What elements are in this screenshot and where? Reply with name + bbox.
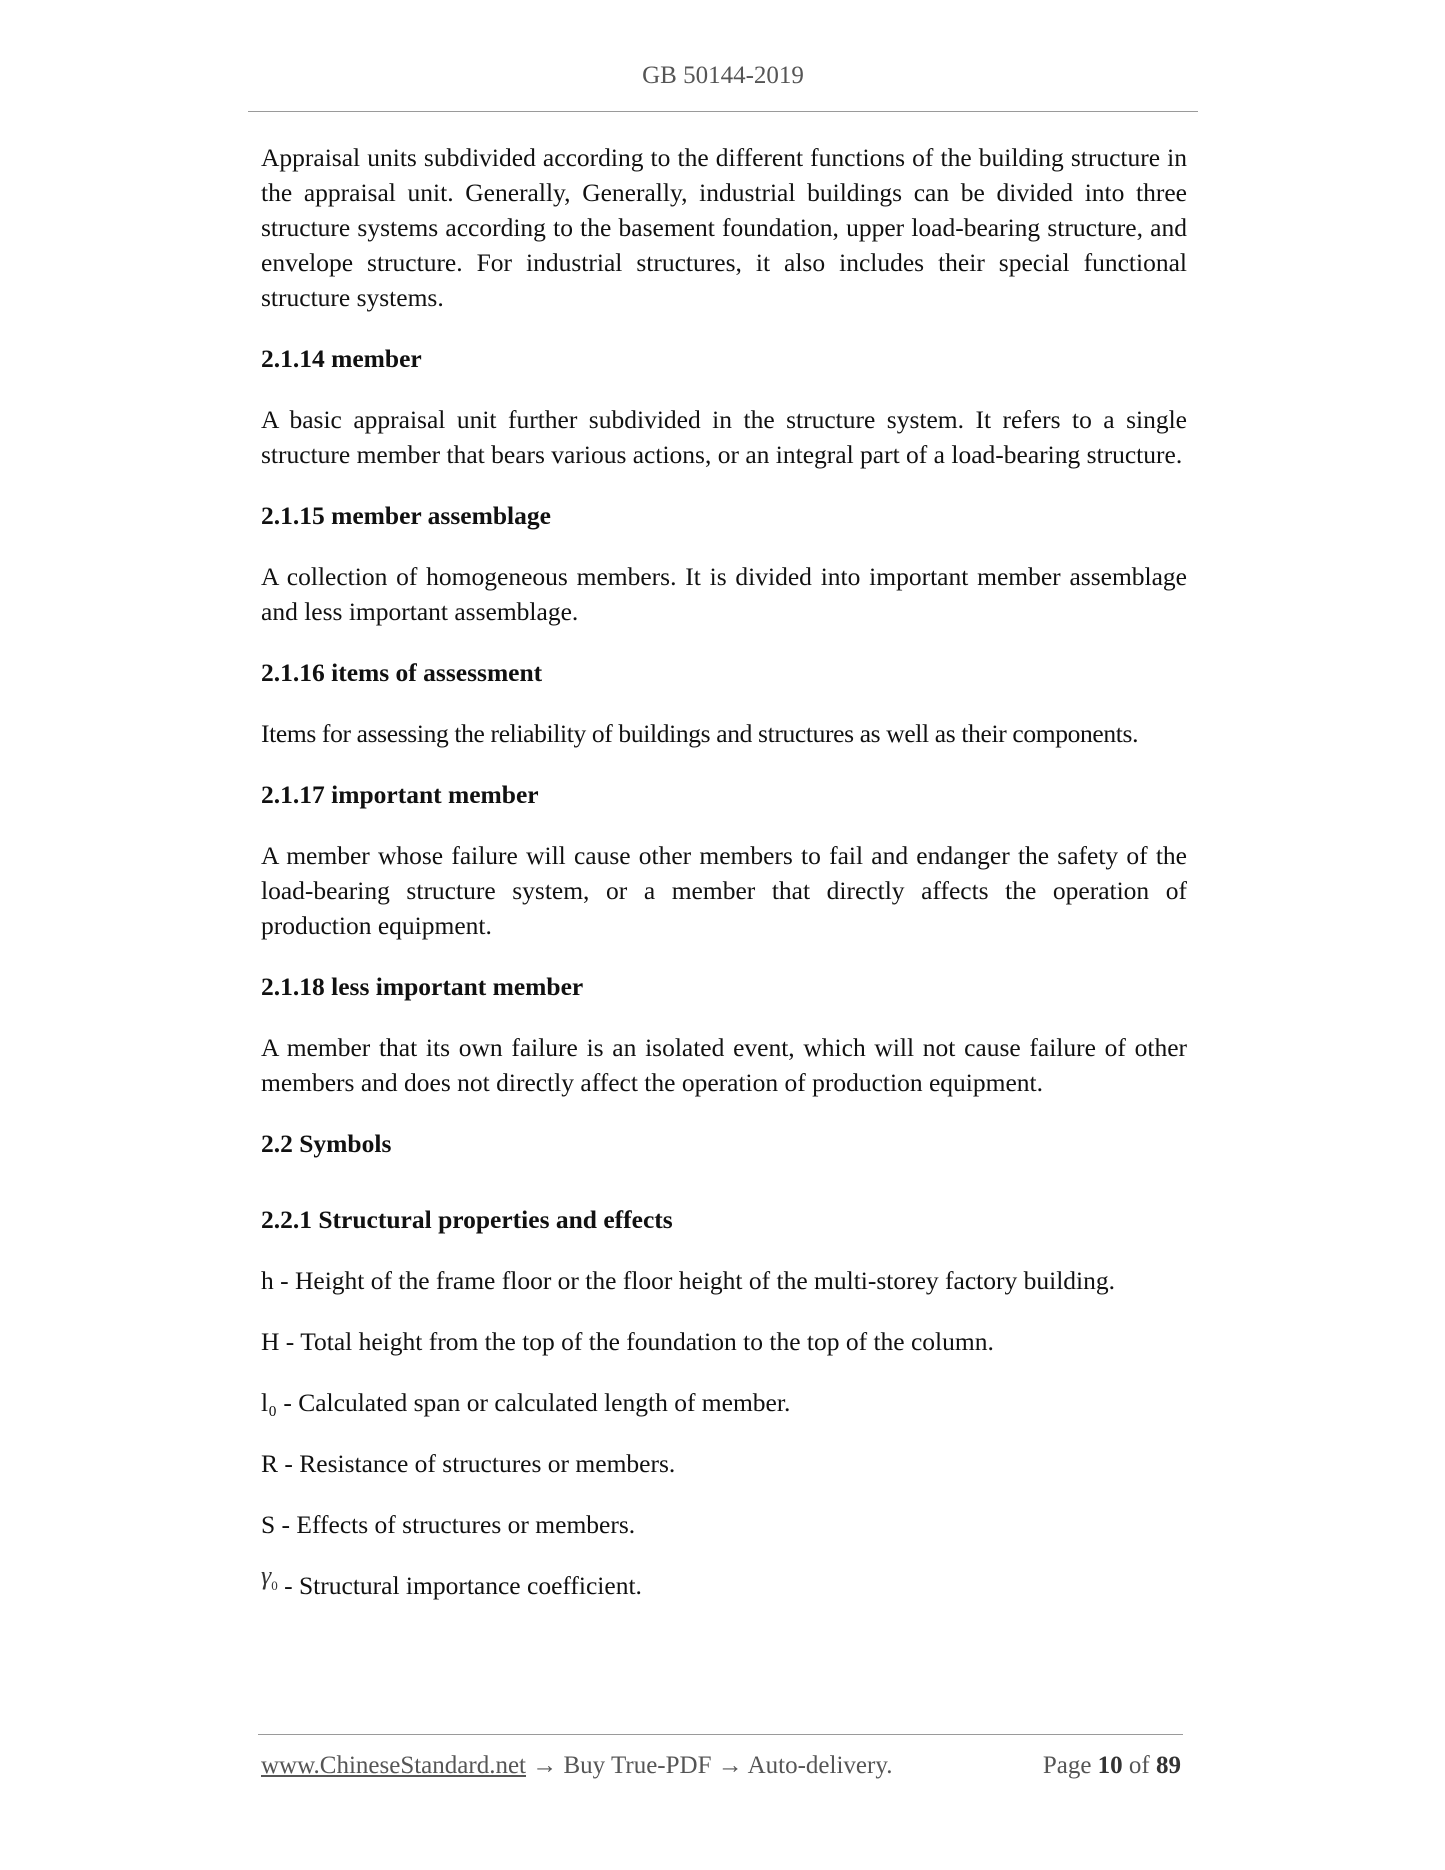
symbol-l0: l₀ - Calculated span or calculated length of member. (261, 1388, 791, 1417)
page-of-label: of (1128, 1752, 1150, 1779)
term-definition-2-1-15: A collection of homogeneous members. It is divided into important member assemblage and less important assemblage. (261, 562, 1187, 626)
website-link[interactable]: www.ChineseStandard.net (261, 1752, 526, 1779)
term-heading-2-1-16: 2.1.16 items of assessment (261, 658, 543, 687)
intro-paragraph: Appraisal units subdivided according to the different functions of the building structure in the appraisal unit. Generally, Generally, industrial buildings can be divided into three structure systems according to the basement foundation, upper load-bearing structure, and envelope structure. For industrial structures, it also includes their special functional structure systems. (261, 143, 1187, 312)
footer-divider (258, 1734, 1183, 1735)
page-number (1043, 1752, 1181, 1780)
section-heading-symbols: 2.2 Symbols (261, 1129, 392, 1158)
term-definition-2-1-16: Items for assessing the reliability of buildings and structures as well as their components. (261, 719, 1139, 748)
gamma-description: - Structural importance coefficient. (277, 1571, 642, 1600)
term-definition-2-1-14: A basic appraisal unit further subdivided in the structure system. It refers to a single structure member that bears various actions, or an integral part of a load-bearing structure. (261, 405, 1187, 469)
header-divider (248, 111, 1198, 112)
arrow-right-icon: → (526, 1752, 564, 1779)
symbol-R: R - Resistance of structures or members. (261, 1449, 676, 1478)
term-heading-2-1-18: 2.1.18 less important member (261, 972, 584, 1001)
page-total: 89 (1156, 1752, 1181, 1779)
page-current: 10 (1097, 1752, 1123, 1779)
symbol-H: H - Total height from the top of the foundation to the top of the column. (261, 1327, 994, 1356)
term-heading-2-1-17: 2.1.17 important member (261, 780, 539, 809)
term-heading-2-1-15: 2.1.15 member assemblage (261, 501, 551, 530)
symbol-gamma0 (261, 1561, 1187, 1613)
term-definition-2-1-17: A member whose failure will cause other members to fail and endanger the safety of the load-bearing structure system, or a member that directly affects the operation of production equipment. (261, 841, 1187, 940)
auto-delivery-text: Auto-delivery. (747, 1752, 893, 1779)
buy-pdf-text: Buy True-PDF (563, 1752, 712, 1779)
subsection-heading-structural-properties: 2.2.1 Structural properties and effects (261, 1205, 673, 1234)
page-header-title: GB 50144-2019 (642, 62, 804, 89)
term-heading-2-1-14: 2.1.14 member (261, 344, 422, 373)
symbol-h: h - Height of the frame floor or the floor height of the multi-storey factory building. (261, 1266, 1116, 1295)
gamma-symbol: $\gamma_0$ (261, 1561, 278, 1594)
symbol-S: S - Effects of structures or members. (261, 1510, 636, 1539)
term-definition-2-1-18: A member that its own failure is an isolated event, which will not cause failure of other members and does not directly affect the operation of production equipment. (261, 1033, 1187, 1097)
document-body (261, 140, 1187, 1639)
footer-promo (261, 1752, 892, 1780)
arrow-right-icon: → (711, 1752, 748, 1779)
page-label: Page (1042, 1752, 1092, 1779)
